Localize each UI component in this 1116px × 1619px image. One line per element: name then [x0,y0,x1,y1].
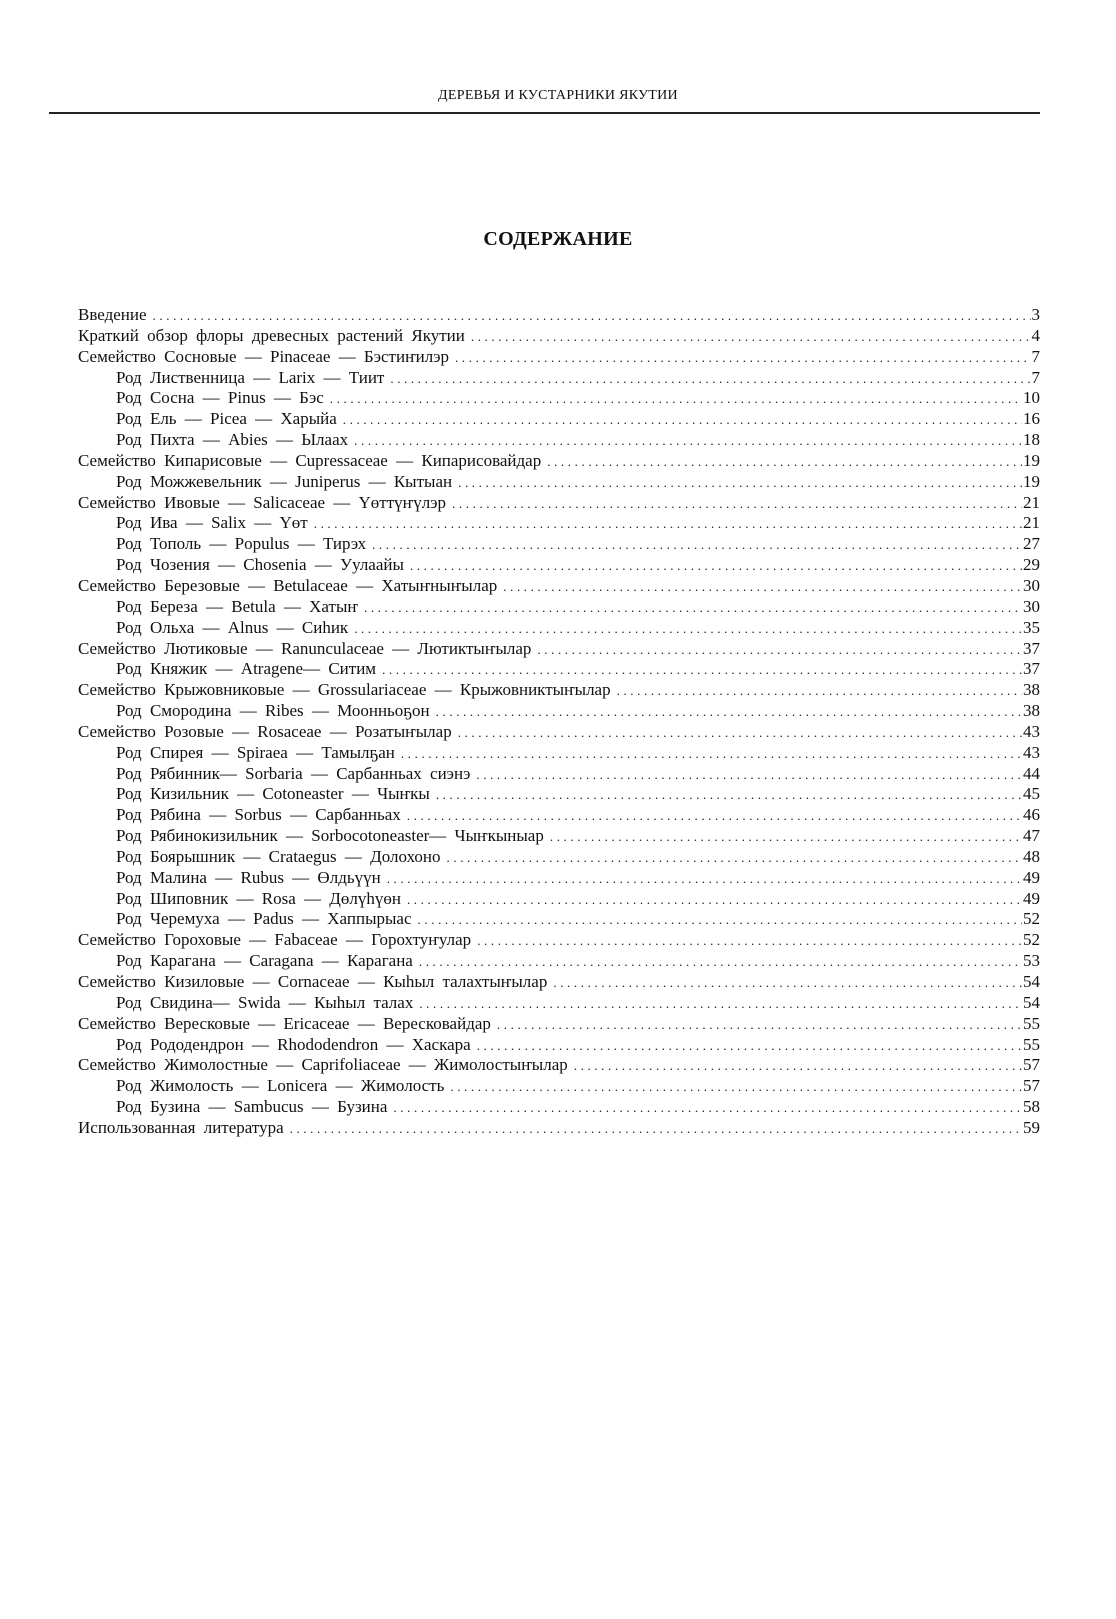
dot-leader [537,640,1022,660]
toc-entry-section[interactable] [78,722,1040,743]
toc-entry-title: Семейство Березовые — Betulaceae — Хатыҥныҥылар [78,575,498,595]
toc-entry-genus[interactable] [78,909,1040,930]
table-of-contents [78,305,1040,1139]
toc-page-number: 19 [1023,471,1040,491]
toc-page-number: 44 [1023,763,1040,783]
toc-entry-title: Род Ольха — Alnus — Сиһик [116,617,349,637]
dot-leader [477,931,1022,951]
dot-leader [372,535,1022,555]
toc-entry-genus[interactable] [78,388,1040,409]
toc-entry-genus[interactable] [78,1035,1040,1056]
toc-entry-section[interactable] [78,1014,1040,1035]
running-header: ДЕРЕВЬЯ И КУСТАРНИКИ ЯКУТИИ [438,88,678,103]
toc-page-number: 57 [1023,1076,1040,1096]
toc-page-number: 52 [1023,930,1040,950]
dot-leader [450,1077,1022,1097]
toc-entry-section[interactable] [78,347,1040,368]
toc-entry-title: Семейство Ивовые — Salicaceae — Үөттүҥүлэр [78,492,447,512]
dot-leader [364,598,1022,618]
toc-entry-section[interactable] [78,639,1040,660]
toc-page-number: 21 [1023,492,1040,512]
toc-entry-genus[interactable] [78,618,1040,639]
toc-entry-section[interactable] [78,1055,1040,1076]
toc-page-number: 7 [1031,346,1040,366]
toc-entry-genus[interactable] [78,409,1040,430]
toc-entry-section[interactable] [78,930,1040,951]
toc-entry-genus[interactable] [78,826,1040,847]
toc-page-number: 48 [1023,846,1040,866]
toc-entry-genus[interactable] [78,764,1040,785]
toc-entry-genus[interactable] [78,555,1040,576]
toc-page-number: 53 [1023,951,1040,971]
dot-leader [419,994,1022,1014]
toc-page-number: 29 [1023,555,1040,575]
dot-leader [477,1036,1022,1056]
toc-entry-title: Семейство Лютиковые — Ranunculaceae — Лютиктыҥылар [78,638,532,658]
toc-entry-title: Краткий обзор флоры древесных растений Якутии [78,325,465,345]
toc-entry-section[interactable] [78,305,1040,326]
dot-leader [390,369,1030,389]
toc-page-number: 37 [1023,659,1040,679]
dot-leader [407,890,1022,910]
toc-entry-title: Род Свидина— Swida — Кыһыл талах [116,992,414,1012]
toc-page-number: 49 [1023,867,1040,887]
toc-page-number: 16 [1023,409,1040,429]
toc-entry-title: Семейство Кипарисовые — Cupressaceae — Кипарисовайдар [78,450,542,470]
toc-entry-section[interactable] [78,1118,1040,1139]
toc-entry-genus[interactable] [78,743,1040,764]
dot-leader [503,577,1022,597]
toc-page-number: 38 [1023,680,1040,700]
toc-page-number: 10 [1023,388,1040,408]
toc-entry-genus[interactable] [78,951,1040,972]
toc-entry-title: Использованная литература [78,1117,284,1137]
toc-entry-genus[interactable] [78,1097,1040,1118]
toc-page-number: 54 [1023,992,1040,1012]
toc-entry-genus[interactable] [78,784,1040,805]
dot-leader [418,910,1022,930]
dot-leader [407,806,1022,826]
dot-leader [401,744,1022,764]
toc-entry-genus[interactable] [78,993,1040,1014]
toc-entry-title: Род Черемуха — Padus — Хаппырыас [116,909,412,929]
toc-entry-genus[interactable] [78,868,1040,889]
toc-page-number: 4 [1031,325,1040,345]
toc-entry-title: Семейство Вересковые — Ericaceae — Вересковайдар [78,1013,491,1033]
toc-entry-section[interactable] [78,680,1040,701]
dot-leader [476,765,1022,785]
dot-leader [447,848,1022,868]
dot-leader [458,723,1022,743]
dot-leader [419,952,1022,972]
dot-leader [436,785,1022,805]
toc-entry-title: Род Рябинокизильник — Sorbocotoneaster— Чыҥкыныар [116,826,544,846]
toc-entry-title: Род Рододендрон — Rhododendron — Хаскара [116,1034,471,1054]
toc-entry-title: Род Можжевельник — Juniperus — Кытыан [116,471,453,491]
dot-leader [553,973,1022,993]
toc-entry-title: Род Тополь — Populus — Тирэх [116,534,367,554]
toc-entry-section[interactable] [78,493,1040,514]
toc-page-number: 47 [1023,826,1040,846]
toc-entry-genus[interactable] [78,805,1040,826]
toc-entry-title: Семейство Жимолостные — Caprifoliaceae — Жимолостыҥылар [78,1055,568,1075]
toc-entry-section[interactable] [78,972,1040,993]
toc-entry-title: Семейство Крыжовниковые — Grossulariaceae — Крыжовниктыҥылар [78,680,611,700]
toc-entry-title: Род Карагана — Caragana — Карагана [116,951,413,971]
toc-page-number: 52 [1023,909,1040,929]
toc-entry-genus[interactable] [78,534,1040,555]
toc-page-number: 49 [1023,888,1040,908]
toc-entry-title: Введение [78,305,147,324]
toc-page-number: 55 [1023,1013,1040,1033]
dot-leader [455,348,1030,368]
toc-page-number: 19 [1023,450,1040,470]
dot-leader [410,556,1022,576]
toc-page-number: 45 [1023,784,1040,804]
dot-leader [382,660,1022,680]
dot-leader [547,452,1022,472]
toc-entry-title: Род Малина — Rubus — Өлдьүүн [116,867,381,887]
toc-entry-genus[interactable] [78,889,1040,910]
toc-page-number: 57 [1023,1055,1040,1075]
contents-title: СОДЕРЖАНИЕ [483,228,633,250]
toc-entry-genus[interactable] [78,847,1040,868]
toc-page-number: 18 [1023,430,1040,450]
toc-entry-genus[interactable] [78,597,1040,618]
toc-entry-genus[interactable] [78,701,1040,722]
toc-page-number: 38 [1023,701,1040,721]
toc-page-number: 58 [1023,1097,1040,1117]
dot-leader [458,473,1022,493]
toc-entry-title: Род Спирея — Spiraea — Тамылҕан [116,742,395,762]
toc-entry-genus[interactable] [78,513,1040,534]
toc-page-number: 46 [1023,805,1040,825]
toc-page-number: 7 [1031,367,1040,387]
toc-entry-title: Семейство Гороховые — Fabaceae — Горохтуҥулар [78,930,472,950]
toc-page-number: 35 [1023,617,1040,637]
toc-entry-genus[interactable] [78,472,1040,493]
dot-leader [343,410,1022,430]
toc-entry-genus[interactable] [78,659,1040,680]
toc-entry-title: Род Пихта — Abies — Ылаах [116,430,349,450]
toc-entry-title: Род Кизильник — Cotoneaster — Чыҥкы [116,784,430,804]
toc-page-number: 3 [1031,305,1040,324]
dot-leader [550,827,1022,847]
toc-page-number: 30 [1023,596,1040,616]
dot-leader [574,1056,1022,1076]
toc-entry-title: Род Лиственница — Larix — Тиит [116,367,385,387]
toc-entry-title: Род Жимолость — Lonicera — Жимолость [116,1076,445,1096]
toc-entry-title: Семейство Розовые — Rosaceae — Розатыҥылар [78,721,452,741]
toc-entry-title: Род Рябина — Sorbus — Сарбанньах [116,805,401,825]
toc-entry-title: Род Княжик — Atragene— Ситим [116,659,377,679]
dot-leader [471,327,1031,347]
toc-entry-title: Род Боярышник — Crataegus — Долохоно [116,846,441,866]
toc-page-number: 59 [1023,1117,1040,1137]
dot-leader [354,619,1022,639]
toc-entry-title: Род Шиповник — Rosa — Дөлүһүөн [116,888,401,908]
dot-leader [290,1119,1022,1139]
toc-entry-title: Род Береза — Betula — Хатыҥ [116,596,358,616]
toc-page-number: 43 [1023,721,1040,741]
dot-leader [497,1015,1022,1035]
toc-entry-title: Род Рябинник— Sorbaria — Сарбанньах сиэнэ [116,763,471,783]
toc-page-number: 21 [1023,513,1040,533]
toc-page-number: 27 [1023,534,1040,554]
header-rule [49,112,1040,114]
toc-page-number: 37 [1023,638,1040,658]
toc-entry-title: Род Бузина — Sambucus — Бузина [116,1097,388,1117]
toc-page-number: 43 [1023,742,1040,762]
toc-page-number: 54 [1023,972,1040,991]
dot-leader [153,306,1031,326]
dot-leader [452,494,1022,514]
toc-entry-title: Семейство Сосновые — Pinaceae — Бэстиҥилэр [78,346,450,366]
toc-entry-title: Род Ива — Salix — Үөт [116,513,308,533]
toc-entry-title: Род Ель — Picea — Харыйа [116,409,337,429]
dot-leader [436,702,1022,722]
dot-leader [330,389,1022,409]
toc-entry-genus[interactable] [78,368,1040,389]
toc-entry-section[interactable] [78,451,1040,472]
toc-entry-title: Род Сосна — Pinus — Бэс [116,388,324,408]
toc-entry-title: Род Чозения — Chosenia — Уулаайы [116,555,404,575]
toc-entry-section[interactable] [78,576,1040,597]
toc-entry-genus[interactable] [78,430,1040,451]
dot-leader [387,869,1022,889]
toc-page-number: 30 [1023,575,1040,595]
toc-entry-title: Семейство Кизиловые — Cornaceae — Кыһыл талахтыҥылар [78,972,548,991]
toc-entry-section[interactable] [78,326,1040,347]
toc-page-number: 55 [1023,1034,1040,1054]
toc-entry-genus[interactable] [78,1076,1040,1097]
dot-leader [393,1098,1022,1118]
dot-leader [314,514,1022,534]
dot-leader [354,431,1022,451]
toc-entry-title: Род Смородина — Ribes — Моонньоҕон [116,701,430,721]
dot-leader [617,681,1022,701]
